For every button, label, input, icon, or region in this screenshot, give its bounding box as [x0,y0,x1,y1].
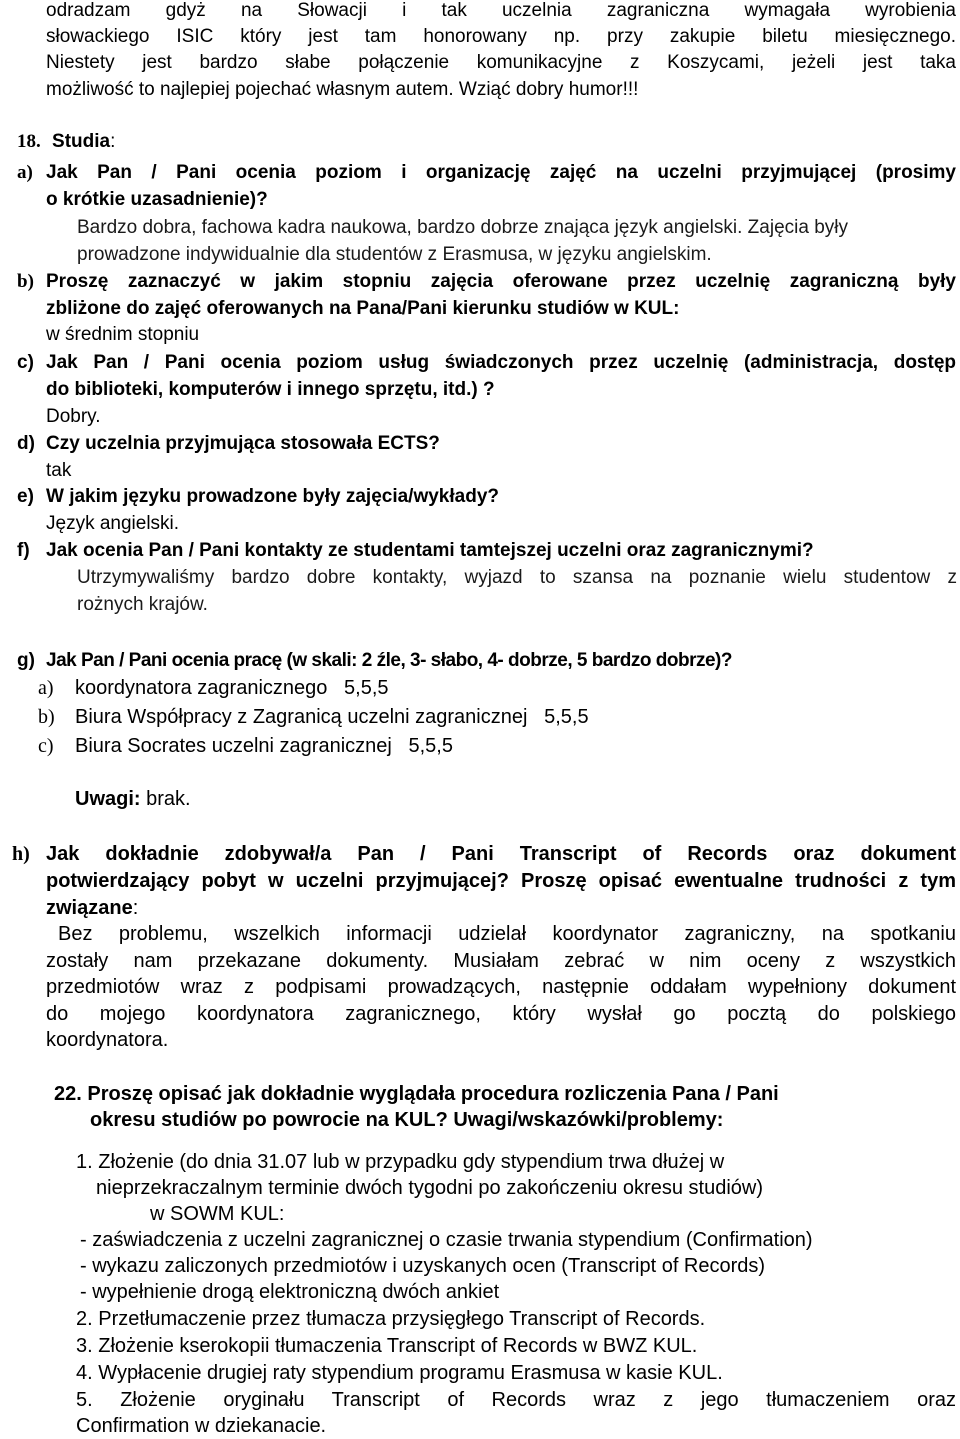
procedure-line-11: Confirmation w dziekanacie. [76,1415,327,1437]
item-h-question-2: potwierdzający pobyt w uczelni przyjmującej? Proszę opisać ewentualne trudności z tym [46,870,956,892]
item-c-question-1: Jak Pan / Pani ocenia poziom usług świadczonych przez uczelnię (administracja, dostęp [46,352,956,373]
item-c-marker: c) [17,352,34,373]
item-e-marker: e) [17,486,34,507]
g-remarks-label: Uwagi: [75,788,141,810]
item-b-marker: b) [17,271,34,292]
procedure-line-2: nieprzekraczalnym terminie dwóch tygodni po zakończeniu okresu studiów) [96,1177,763,1199]
procedure-line-4: - zaświadczenia z uczelni zagranicznej o czasie trwania stypendium (Confirmation) [80,1229,813,1251]
item-h-question-3-text: związane [46,897,133,919]
intro-line-4: możliwość to najlepiej pojechać własnym autem. Wziąć dobry humor!!! [46,79,639,100]
item-g-marker: g) [17,650,35,671]
item-d-question: Czy uczelnia przyjmująca stosowała ECTS? [46,433,440,454]
g-subitem-a-text: koordynatora zagranicznego 5,5,5 [75,677,389,699]
item-f-question: Jak ocenia Pan / Pani kontakty ze studentami tamtejszej uczelni oraz zagranicznymi? [46,540,814,561]
procedure-line-10: 5. Złożenie oryginału Transcript of Records wraz z jego tłumaczeniem oraz [76,1389,956,1411]
intro-line-2: słowackiego ISIC który jest tam honorowany np. przy zakupie biletu miesięcznego. [46,26,956,47]
item-a-question-1: Jak Pan / Pani ocenia poziom i organizację zajęć na uczelni przyjmującej (prosimy [46,162,956,183]
item-h-question-3-colon: : [132,897,139,919]
item-f-answer-2: rożnych krajów. [77,594,208,615]
item-a-question-2: o krótkie uzasadnienie)? [46,189,268,210]
item-c-answer: Dobry. [46,406,101,427]
intro-line-3: Niestety jest bardzo słabe połączenie komunikacyjne z Koszycami, jeżeli jest taka [46,52,956,73]
item-f-marker: f) [17,540,30,561]
item-e-question: W jakim języku prowadzone były zajęcia/wykłady? [46,486,499,507]
item-h-question-3 [46,895,138,921]
procedure-line-7: 2. Przetłumaczenie przez tłumacza przysięgłego Transcript of Records. [76,1308,706,1330]
item-b-question-1: Proszę zaznaczyć w jakim stopniu zajęcia oferowane przez uczelnię zagraniczną były [46,271,956,292]
item-e-answer: Język angielski. [46,513,180,534]
procedure-line-3: w SOWM KUL: [150,1203,285,1225]
item-c-question-2 [46,377,495,403]
procedure-line-5: - wykazu zaliczonych przedmiotów i uzyskanych ocen (Transcript of Records) [80,1255,766,1277]
section-number: 18. [17,131,41,152]
g-remarks-value: brak. [140,788,191,810]
section-title-colon: : [110,131,116,152]
item-h-answer-4: do mojego koordynatora zagranicznego, który wysłał go pocztą do polskiego [46,1003,956,1025]
procedure-line-8: 3. Złożenie kserokopii tłumaczenia Transcript of Records w BWZ KUL. [76,1335,698,1357]
g-remarks [75,786,191,812]
item-h-answer-3: przedmiotów wraz z podpisami prowadzących, następnie oddałam wypełniony dokument [46,976,956,998]
item-h-marker: h) [12,843,30,865]
procedure-line-6: - wypełnienie drogą elektroniczną dwóch ankiet [80,1281,500,1303]
item-c-question-mark: ? [483,379,495,400]
g-subitem-b-marker: b) [38,706,55,728]
procedure-line-9: 4. Wypłacenie drugiej raty stypendium programu Erasmusa w kasie KUL. [76,1362,723,1384]
section-22-question-1: 22. Proszę opisać jak dokładnie wyglądała procedura rozliczenia Pana / Pani [54,1083,779,1105]
item-h-question-1: Jak dokładnie zdobywał/a Pan / Pani Transcript of Records oraz dokument [46,843,956,865]
section-18-heading [17,131,115,153]
item-h-answer-5: koordynatora. [46,1029,169,1051]
item-b-question-2: zbliżone do zajęć oferowanych na Pana/Pani kierunku studiów w KUL: [46,298,680,319]
g-subitem-a-marker: a) [38,677,54,699]
procedure-line-1: 1. Złożenie (do dnia 31.07 lub w przypadku gdy stypendium trwa dłużej w [76,1151,725,1173]
item-g-question: Jak Pan / Pani ocenia pracę (w skali: 2 źle, 3- słabo, 4- dobrze, 5 bardzo dobrze)? [46,650,732,671]
intro-line-1: odradzam gdyż na Słowacji i tak uczelnia zagraniczna wymagała wyrobienia [46,0,956,21]
item-c-question-2-text: do biblioteki, komputerów i innego sprzętu, itd.) [46,379,478,400]
item-a-marker: a) [17,162,33,183]
g-subitem-c-text: Biura Socrates uczelni zagranicznej 5,5,5 [75,735,453,757]
g-subitem-c-marker: c) [38,735,54,757]
item-f-answer-1: Utrzymywaliśmy bardzo dobre kontakty, wyjazd to szansa na poznanie wielu studentow z [77,567,957,588]
section-title: Studia [52,131,111,152]
item-a-answer-2: prowadzone indywidualnie dla studentów z Erasmusa, w języku angielskim. [77,244,712,265]
item-h-answer-2: zostały nam przekazane dokumenty. Musiałam zebrać w nim oceny z wszystkich [46,950,956,972]
item-h-answer-1: Bez problemu, wszelkich informacji udzielał koordynator zagraniczny, na spotkaniu [58,923,956,945]
section-22-question-2: okresu studiów po powrocie na KUL? Uwagi/wskazówki/problemy: [90,1109,724,1131]
item-b-answer: w średnim stopniu [46,324,200,345]
item-d-answer: tak [46,460,72,481]
g-subitem-b-text: Biura Współpracy z Zagranicą uczelni zagranicznej 5,5,5 [75,706,589,728]
item-a-answer-1: Bardzo dobra, fachowa kadra naukowa, bardzo dobrze znająca język angielski. Zajęcia były [77,217,848,238]
item-d-marker: d) [17,433,35,454]
